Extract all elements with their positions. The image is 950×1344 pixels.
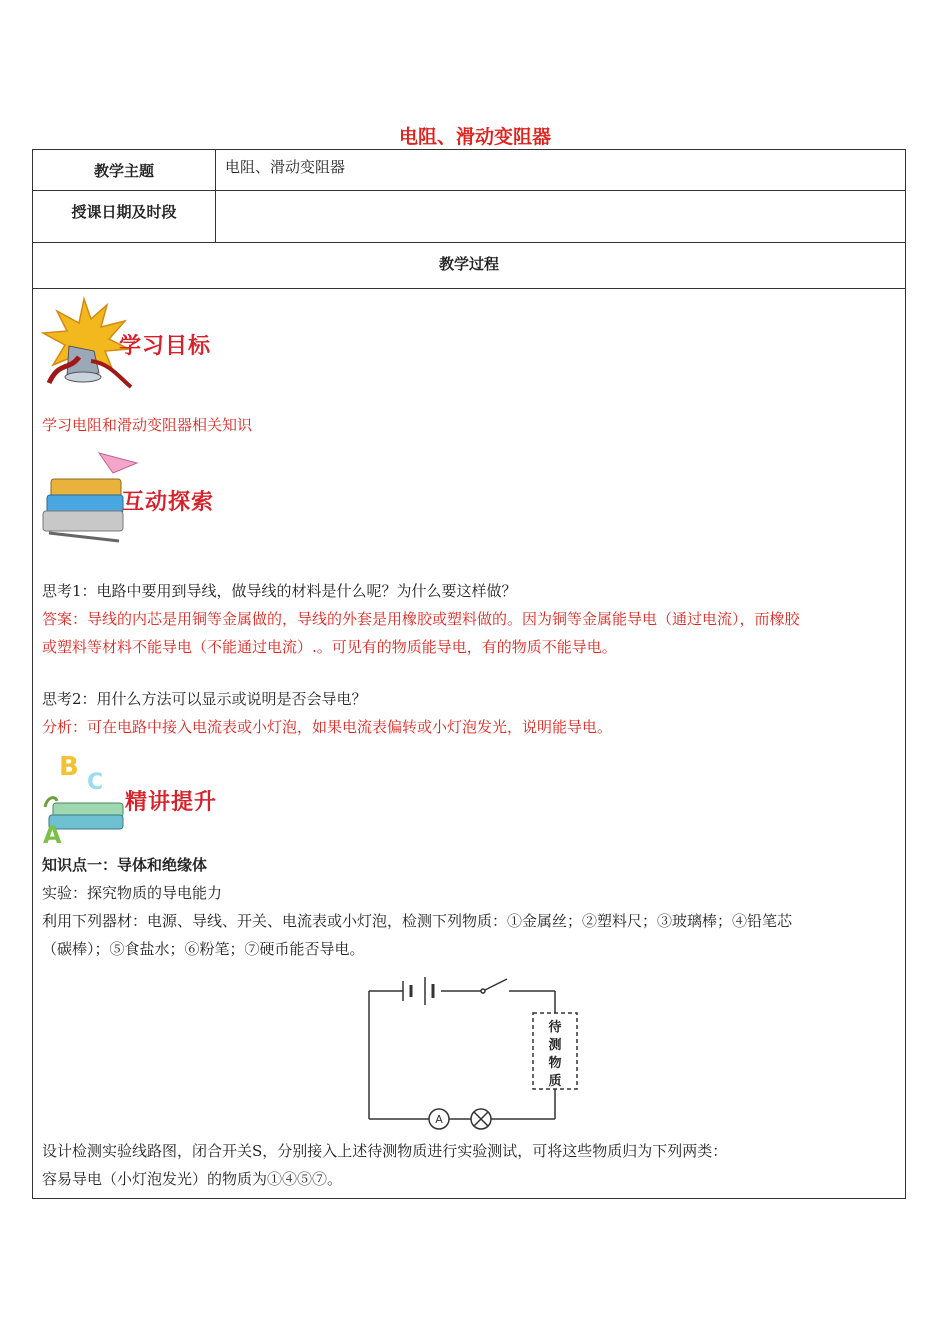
goal-banner-text: 学习目标 — [119, 334, 212, 359]
circuit-diagram — [363, 971, 583, 1131]
think2-question: 思考2：用什么方法可以显示或说明是否会导电？ — [42, 690, 367, 708]
materials-line2: （碳棒）；⑤食盐水；⑥粉笔；⑦硬币能否导电。 — [42, 940, 365, 958]
box-char-3: 物 — [548, 1056, 562, 1071]
box-char-4: 质 — [548, 1074, 562, 1089]
svg-text:A: A — [43, 821, 62, 849]
content-area — [33, 289, 905, 1200]
topic-row — [33, 150, 905, 191]
easy-conductor-text: 容易导电（小灯泡发光）的物质为①④⑤⑦。 — [42, 1170, 343, 1188]
box-char-2: 测 — [548, 1038, 562, 1053]
svg-text:C: C — [87, 770, 104, 795]
process-label: 教学过程 — [438, 255, 499, 273]
page-title: 电阻、滑动变阻器 — [398, 126, 551, 148]
lecture-banner-text: 精讲提升 — [125, 790, 218, 815]
explore-banner-text: 互动探索 — [122, 490, 215, 515]
box-char-1: 待 — [548, 1020, 562, 1035]
think1-answer-line2: 或塑料等材料不能导电（不能通过电流）.。可见有的物质能导电，有的物质不能导电。 — [42, 638, 617, 656]
topic-value: 电阻、滑动变阻器 — [225, 158, 346, 176]
explore-banner — [39, 449, 259, 549]
lesson-table — [32, 149, 906, 1199]
think1-answer-line1: 答案：导线的内芯是用铜等金属做的，导线的外套是用橡胶或塑料做的。因为铜等金属能导电（通过电流），而橡胶 — [42, 610, 800, 628]
svg-text:B: B — [59, 752, 79, 782]
date-row — [33, 191, 905, 243]
goal-banner — [39, 291, 259, 391]
experiment-text: 实验：探究物质的导电能力 — [42, 884, 223, 902]
date-label: 授课日期及时段 — [33, 191, 216, 242]
process-row — [33, 243, 905, 289]
design-text: 设计检测实验线路图，闭合开关S，分别接入上述待测物质进行实验测试，可将这些物质归为下列两类： — [42, 1142, 728, 1160]
lecture-banner — [39, 749, 259, 849]
goal-text: 学习电阻和滑动变阻器相关知识 — [42, 416, 253, 434]
abc-book-icon — [39, 749, 139, 849]
knowledge-point-title: 知识点一：导体和绝缘体 — [42, 856, 208, 874]
ammeter-symbol: A — [435, 1113, 443, 1126]
think1-question: 思考1：电路中要用到导线，做导线的材料是什么呢？为什么要这样做？ — [42, 582, 517, 600]
materials-line1: 利用下列器材：电源、导线、开关、电流表或小灯泡，检测下列物质：①金属丝；②塑料尺；③玻璃棒；④铅笔芯 — [42, 912, 793, 930]
think2-analysis: 分析：可在电路中接入电流表或小灯泡，如果电流表偏转或小灯泡发光，说明能导电。 — [42, 718, 613, 736]
topic-label: 教学主题 — [33, 150, 216, 190]
